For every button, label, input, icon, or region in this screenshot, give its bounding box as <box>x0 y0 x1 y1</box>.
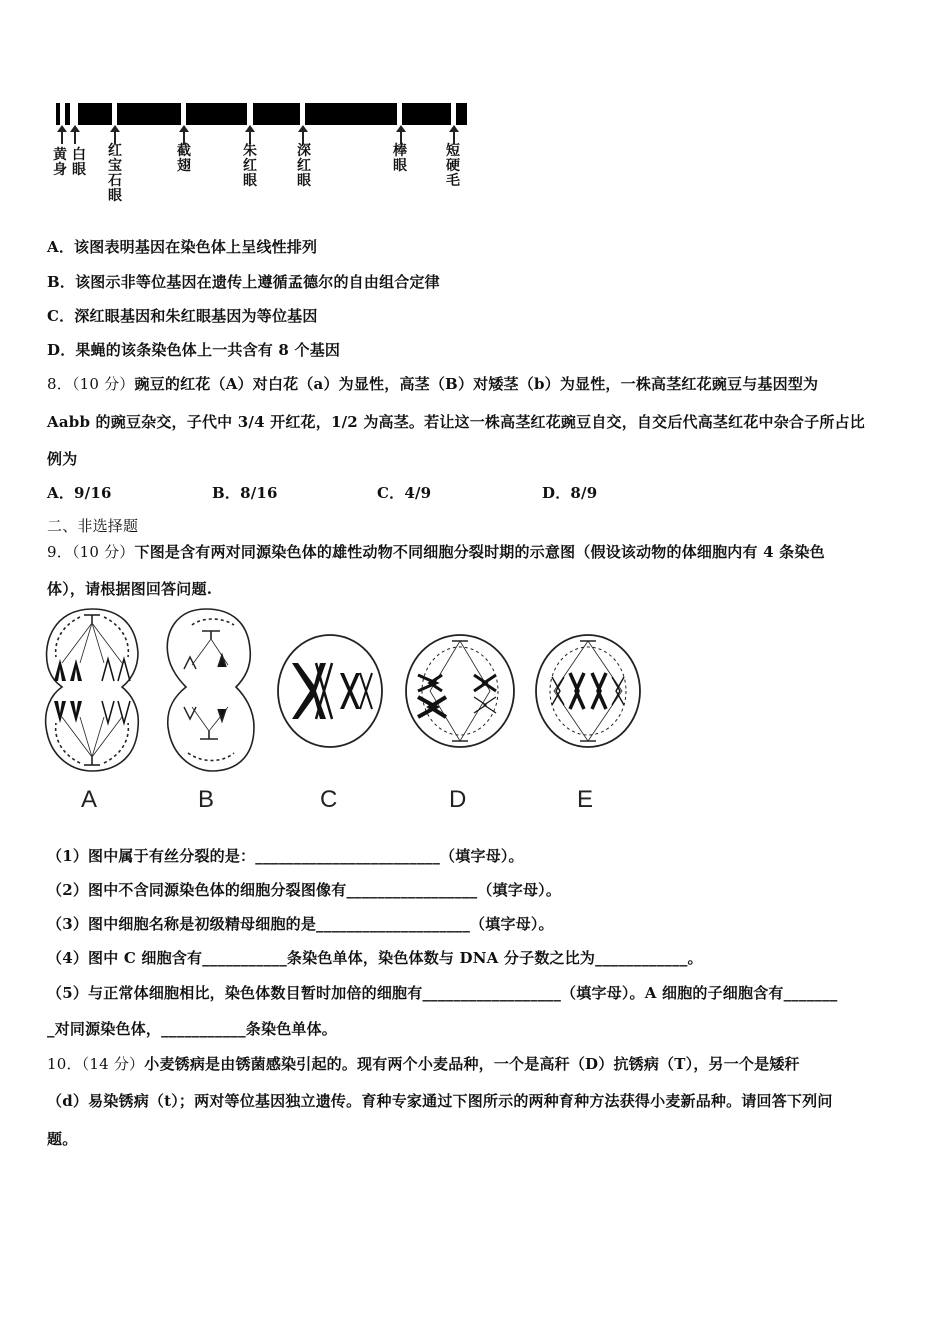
chromosome-segment <box>78 103 112 125</box>
q9-sub-3: （3）图中细胞名称是初级精母细胞的是____________________（填字母）。 <box>47 915 554 933</box>
cell-d <box>406 635 514 747</box>
cell-a <box>46 609 139 771</box>
q10-line-3: 题。 <box>47 1130 78 1148</box>
q8-option-a: A．9/16 <box>47 484 112 502</box>
chromosome-segment <box>56 103 60 125</box>
gene-position-arrow <box>114 130 116 144</box>
q9-line-1: 9．（10 分）下图是含有两对同源染色体的雄性动物不同细胞分裂时期的示意图（假设该动物的体细胞内有 4 条染色 <box>47 543 825 561</box>
chromosome-segment <box>186 103 247 125</box>
q9-sub-1: （1）图中属于有丝分裂的是：________________________（填字母）。 <box>47 847 524 865</box>
q7-option-c: C．深红眼基因和朱红眼基因为等位基因 <box>47 307 318 325</box>
gene-label-ruby-eye: 红 宝 石 眼 <box>108 143 122 204</box>
q9-sub-5-line-1: （5）与正常体细胞相比，染色体数目暂时加倍的细胞有__________________（填字母）。A 细胞的子细胞含有_______ <box>47 984 838 1002</box>
cell-label-a: A <box>81 786 98 813</box>
q9-sub-2: （2）图中不含同源染色体的细胞分裂图像有_________________（填字母）。 <box>47 881 562 899</box>
gene-position-arrow <box>400 130 402 144</box>
q8-line-1: 8．（10 分）豌豆的红花（A）对白花（a）为显性，高茎（B）对矮茎（b）为显性，一株高茎红花豌豆与基因型为 <box>47 375 819 393</box>
q8-option-d: D．8/9 <box>542 484 598 502</box>
cell-division-figure <box>40 603 650 778</box>
gene-position-arrow <box>453 130 455 144</box>
gene-label-vermilion-eye: 朱 红 眼 <box>243 143 257 189</box>
cell-e <box>536 635 640 747</box>
q10-line-1: 10．（14 分）小麦锈病是由锈菌感染引起的。现有两个小麦品种，一个是高秆（D）抗锈病（T），另一个是矮秆 <box>47 1055 800 1073</box>
q8-number: 8．（10 分） <box>47 375 135 393</box>
cell-label-c: C <box>320 786 338 813</box>
q10-number: 10．（14 分） <box>47 1055 145 1073</box>
q9-sub-4: （4）图中 C 细胞含有___________条染色单体，染色体数与 DNA 分子数之比为____________。 <box>47 949 703 967</box>
gene-label-short-bristle: 短 硬 毛 <box>446 143 460 189</box>
gene-label-yellow-body: 黄 身 <box>53 147 67 178</box>
chromosome-segment <box>456 103 467 125</box>
q7-option-b: B．该图示非等位基因在遗传上遵循孟德尔的自由组合定律 <box>47 273 440 291</box>
q8-option-b: B．8/16 <box>212 484 278 502</box>
q10-line-2: （d）易染锈病（t）；两对等位基因独立遗传。育种专家通过下图所示的两种育种方法获得小麦新品种。请回答下列问 <box>47 1092 833 1110</box>
gene-position-arrow <box>302 130 304 144</box>
cell-label-b: B <box>198 786 215 813</box>
q8-option-c: C．4/9 <box>377 484 432 502</box>
q9-sub-5-line-2: _对同源染色体，___________条染色单体。 <box>47 1020 338 1038</box>
section-heading: 二、非选择题 <box>47 517 139 535</box>
q7-option-d: D．果蝇的该条染色体上一共含有 8 个基因 <box>47 341 341 359</box>
cell-label-e: E <box>577 786 594 813</box>
gene-position-arrow <box>249 130 251 144</box>
q9-line-2: 体），请根据图回答问题. <box>47 580 213 598</box>
chromosome-segment <box>117 103 181 125</box>
cell-label-d: D <box>449 786 467 813</box>
q8-line-2: Aabb 的豌豆杂交，子代中 3/4 开红花，1/2 为高茎。若让这一株高茎红花豌豆自交，自交后代高茎红花中杂合子所占比 <box>47 413 865 431</box>
gene-label-white-eye: 白 眼 <box>72 147 86 178</box>
q9-number: 9．（10 分） <box>47 543 135 561</box>
cell-c <box>278 635 382 747</box>
gene-label-bar-eye: 棒 眼 <box>393 143 407 174</box>
gene-position-arrow <box>74 130 76 144</box>
gene-position-arrow <box>61 130 63 144</box>
gene-label-carmine-eye: 深 红 眼 <box>297 143 311 189</box>
q7-option-a: A．该图表明基因在染色体上呈线性排列 <box>47 238 318 256</box>
chromosome-segment <box>402 103 451 125</box>
gene-position-arrow <box>183 130 185 144</box>
chromosome-segment <box>65 103 70 125</box>
cell-b <box>167 609 254 771</box>
gene-label-cut-wing: 截 翅 <box>177 143 191 174</box>
chromosome-segment <box>305 103 397 125</box>
q8-line-3: 例为 <box>47 450 78 468</box>
chromosome-segment <box>253 103 300 125</box>
